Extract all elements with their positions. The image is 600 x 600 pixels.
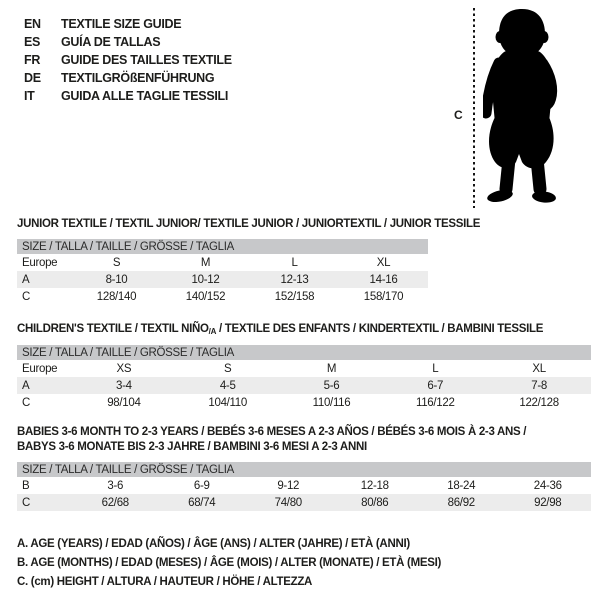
table-header-row [17, 345, 591, 360]
language-title: TEXTILE SIZE GUIDE [61, 17, 182, 31]
junior-section-heading: JUNIOR TEXTILE / TEXTIL JUNIOR/ TEXTILE JUNIOR / JUNIORTEXTIL / JUNIOR TESSILE [17, 218, 481, 230]
table-cell: M [200, 256, 211, 269]
table-cell: XL [376, 256, 391, 269]
table-cell: 10-12 [161, 271, 250, 288]
table-cell: 3-4 [72, 377, 176, 394]
table-row [17, 377, 591, 394]
table-cell: 9-12 [277, 479, 300, 492]
heading-subscript: /A [208, 327, 217, 336]
babies-size-table [17, 462, 591, 511]
language-title: GUIDE DES TAILLES TEXTILE [61, 53, 232, 67]
language-code: ES [24, 35, 41, 49]
junior-size-table [17, 239, 428, 305]
table-row [17, 254, 428, 271]
table-cell: 122/128 [519, 396, 559, 409]
table-cell: 12-18 [360, 479, 389, 492]
row-label: B [22, 479, 30, 492]
table-cell: XL [532, 362, 546, 375]
language-title-list [24, 15, 232, 105]
table-cell: 18-24 [447, 479, 476, 492]
table-cell: 98/104 [107, 396, 141, 409]
babies-section-heading [17, 425, 526, 455]
children-section-heading [17, 322, 543, 339]
table-cell: 24-36 [533, 479, 562, 492]
language-row-es [24, 33, 232, 51]
table-cell: 92/98 [505, 494, 592, 511]
table-cell: 8-10 [72, 271, 161, 288]
language-row-de [24, 69, 232, 87]
size-header-cell: SIZE / TALLA / TAILLE / GRÖSSE / TAGLIA [17, 462, 591, 477]
baby-silhouette-icon [483, 7, 571, 207]
table-cell: S [112, 256, 121, 269]
table-cell: L [432, 362, 439, 375]
babies-heading-line1: BABIES 3-6 MONTH TO 2-3 YEARS / BEBÉS 3-6 MESES A 2-3 AÑOS / BÉBÉS 3-6 MOIS À 2-3 ANS / [17, 426, 527, 438]
table-cell: 80/86 [332, 494, 419, 511]
row-label: Europe [22, 362, 58, 375]
table-cell: 6-7 [383, 377, 487, 394]
footnote-c: C. (cm) HEIGHT / ALTURA / HAUTEUR / HÖHE / ALTEZZA [17, 576, 313, 588]
table-row [17, 288, 428, 305]
table-cell: L [291, 256, 298, 269]
table-cell: 3-6 [107, 479, 124, 492]
language-code: IT [24, 89, 35, 103]
table-cell: 4-5 [176, 377, 280, 394]
table-row [17, 394, 591, 411]
language-code: FR [24, 53, 41, 67]
footnote-b: B. AGE (MONTHS) / EDAD (MESES) / ÂGE (MOIS) / ALTER (MONATE) / ETÀ (MESI) [17, 557, 442, 569]
row-label: A [17, 377, 72, 394]
size-header-cell: SIZE / TALLA / TAILLE / GRÖSSE / TAGLIA [17, 239, 428, 254]
language-row-fr [24, 51, 232, 69]
table-cell: 140/152 [185, 290, 226, 303]
row-label: C [17, 494, 72, 511]
size-header-cell: SIZE / TALLA / TAILLE / GRÖSSE / TAGLIA [17, 345, 591, 360]
table-cell: 6-9 [193, 479, 210, 492]
language-row-en [24, 15, 232, 33]
language-code: EN [24, 17, 41, 31]
table-cell: XS [116, 362, 132, 375]
table-cell: 14-16 [339, 271, 428, 288]
language-row-it [24, 87, 232, 105]
table-row [17, 271, 428, 288]
table-cell: 128/140 [96, 290, 137, 303]
children-size-table [17, 345, 591, 411]
babies-heading-line2: BABYS 3-6 MONATE BIS 2-3 JAHRE / BAMBINI 3-6 MESI A 2-3 ANNI [17, 441, 367, 453]
row-label: C [22, 290, 31, 303]
table-cell: 12-13 [250, 271, 339, 288]
table-cell: 104/110 [208, 396, 247, 409]
table-row [17, 360, 591, 377]
language-title: TEXTILGRÖßENFÜHRUNG [61, 71, 215, 85]
table-cell: 86/92 [418, 494, 505, 511]
table-cell: 116/122 [415, 396, 455, 409]
table-cell: 74/80 [245, 494, 332, 511]
table-row [17, 477, 591, 494]
language-title: GUIDA ALLE TAGLIE TESSILI [61, 89, 229, 103]
table-header-row [17, 239, 428, 254]
table-cell: 5-6 [280, 377, 384, 394]
table-row [17, 494, 591, 511]
table-cell: 68/74 [159, 494, 246, 511]
table-cell: S [224, 362, 232, 375]
heading-text: CHILDREN'S TEXTILE / TEXTIL NIÑO [17, 323, 209, 335]
table-cell: 158/170 [363, 290, 404, 303]
footnote-a: A. AGE (YEARS) / EDAD (AÑOS) / ÂGE (ANS) / ALTER (JAHRE) / ETÀ (ANNI) [17, 538, 410, 550]
table-cell: 110/116 [312, 396, 351, 409]
language-code: DE [24, 71, 41, 85]
row-label: C [22, 396, 31, 409]
language-title: GUÍA DE TALLAS [61, 35, 161, 49]
row-label: A [17, 271, 72, 288]
table-cell: 7-8 [487, 377, 591, 394]
table-cell: M [326, 362, 337, 375]
table-header-row [17, 462, 591, 477]
height-label: C [454, 108, 463, 122]
heading-text: / TEXTILE DES ENFANTS / KINDERTEXTIL / BAMBINI TESSILE [216, 323, 544, 335]
table-cell: 152/158 [274, 290, 315, 303]
footnote-legend [17, 535, 441, 592]
height-measure-line [473, 8, 475, 208]
table-cell: 62/68 [72, 494, 159, 511]
row-label: Europe [22, 256, 58, 269]
